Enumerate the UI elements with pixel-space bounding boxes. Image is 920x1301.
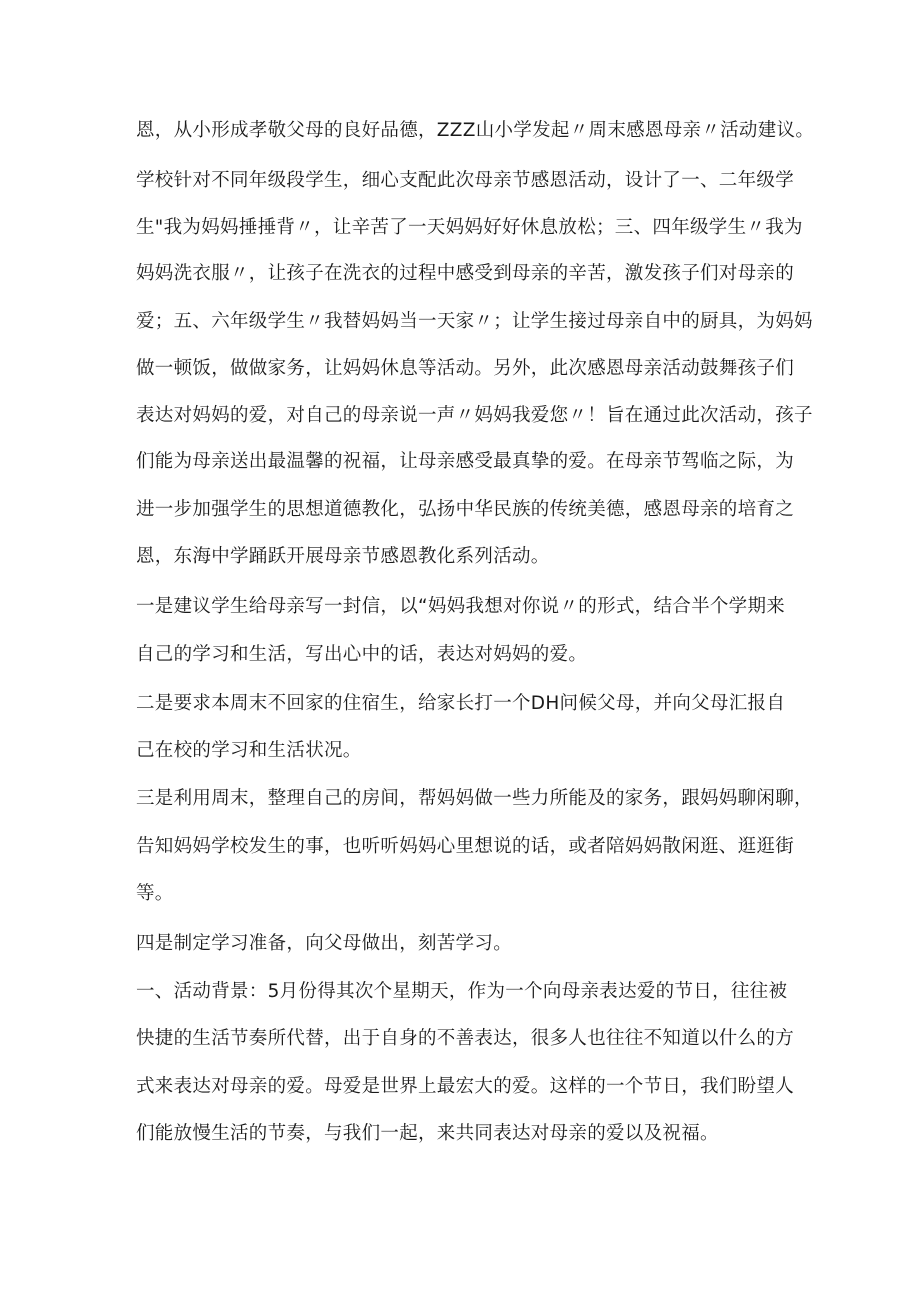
text-line: 们能为母亲送出最温馨的祝福，让母亲感受最真挚的爱。在母亲节驾临之际，为 (136, 451, 795, 472)
text-line: 二是要求本周末不回家的住宿生，给家长打一个DH问候父母，并向父母汇报自 (136, 693, 786, 714)
text-line: 进一步加强学生的思想道德教化，弘扬中华民族的传统美德，感恩母亲的培育之 (136, 499, 795, 520)
text-line: 恩，从小形成孝敬父母的良好品德，ZZZ山小学发起〃周末感恩母亲〃活动建议。 (136, 120, 815, 141)
text-line: 己在校的学习和生活状况。 (136, 740, 362, 761)
text-line: 四是制定学习准备，向父母做出，刻苦学习。 (136, 933, 513, 954)
text-line: 快捷的生活节奏所代替，出于自身的不善表达，很多人也往往不知道以什么的方 (136, 1028, 795, 1049)
text-line: 一、活动背景：5月份得其次个星期天，作为一个向母亲表达爱的节日，往往被 (136, 981, 788, 1002)
text-line: 做一顿饭，做做家务，让妈妈休息等活动。另外，此次感恩母亲活动鼓舞孩子们 (136, 358, 795, 379)
text-line: 妈妈洗衣服〃，让孩子在洗衣的过程中感受到母亲的辛苦，激发孩子们对母亲的 (136, 263, 795, 284)
text-line: 表达对妈妈的爱，对自己的母亲说一声〃妈妈我爱您〃！旨在通过此次活动，孩子 (136, 405, 813, 426)
text-line: 等。 (136, 883, 174, 904)
text-line: 一是建议学生给母亲写一封信，以“妈妈我想对你说〃的形式，结合半个学期来 (136, 596, 786, 617)
text-line: 三是利用周末，整理自己的房间，帮妈妈做一些力所能及的家务，跟妈妈聊闲聊， (136, 788, 813, 809)
text-line: 自己的学习和生活，写出心中的话，表达对妈妈的爱。 (136, 644, 588, 665)
text-line: 们能放慢生活的节奏，与我们一起，来共同表达对母亲的爱以及祝福。 (136, 1123, 719, 1144)
text-line: 生"我为妈妈捶捶背〃，让辛苦了一天妈妈好好休息放松；三、四年级学生〃我为 (136, 217, 803, 238)
text-line: 爱；五、六年级学生〃我替妈妈当一天家〃；让学生接过母亲自中的厨具，为妈妈 (136, 311, 813, 332)
text-line: 式来表达对母亲的爱。母爱是世界上最宏大的爱。这样的一个节日，我们盼望人 (136, 1076, 795, 1097)
text-line: 学校针对不同年级段学生，细心支配此次母亲节感恩活动，设计了一、二年级学 (136, 170, 795, 191)
text-line: 恩，东海中学踊跃开展母亲节感恩教化系列活动。 (136, 546, 550, 567)
text-line: 告知妈妈学校发生的事，也听听妈妈心里想说的话，或者陪妈妈散闲逛、逛逛街 (136, 836, 795, 857)
